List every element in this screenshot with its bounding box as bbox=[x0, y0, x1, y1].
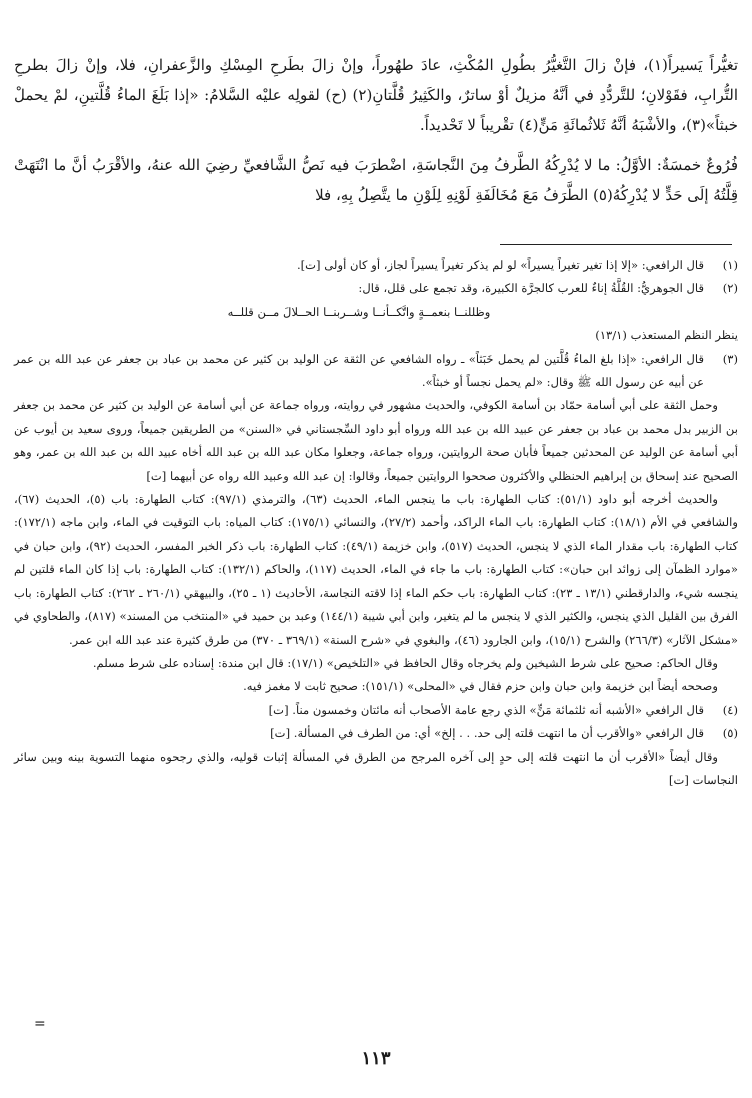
footnote-5 bbox=[14, 722, 738, 745]
footnotes bbox=[14, 254, 738, 792]
footnote-text: وحمل الثقة على أبي أسامة حمّاد بن أسامة الكوفي، والحديث مشهور في روايته، ورواه جماعة عن أبي أسامة عن الوليد بن كثير عن محمد بن جعفر بن الزبير بدل محمد بن عباد بن جعفر عن عبيد الله بن عبد الله ورواه أبو داود السِّجستاني في «السنن» من الطريقين جميعاً، وروى سعيد بن أيوب عن أبي أسامة عن الوليد عن المحدثين جميعاً فأبان صحة الروايتين، ورواه جماعة، وجعلوا مكان عبد الله بن عبد الله أخاه عبيد الله بن عبد الله بن عمر، وهو الصحيح عند إسحاق بن إبراهيم الحنظلي والأكثرون صححوا الروايتين جميعاً، وقالوا: إن عبد الله وعبيد الله رواه عن أبيهما [ت] bbox=[14, 398, 738, 483]
footnote-number: (٥) bbox=[722, 726, 738, 741]
footnote-2 bbox=[14, 277, 738, 324]
footnote-1 bbox=[14, 254, 738, 277]
footnote-text: قال الرافعي: «إذا بلغ الماءُ قُلَّتين لم يحمل خَبَثاً» ـ رواه الشافعي عن الثقة عن الوليد بن كثير عن محمد بن عباد بن جعفر عن عبد الله بن عمر عن أبيه عن رسول الله ﷺ وقال: «لم يحمل نجساً أو خبثاً». bbox=[14, 351, 704, 390]
footnote-number: (٤) bbox=[722, 702, 738, 717]
footnote-text: قال الرافعي «والأقرب أن ما انتهت قلته إلى حد. . . إلخ» أي: من الطرف في المسألة. [ت] bbox=[270, 726, 704, 741]
footnote-3 bbox=[14, 348, 738, 395]
main-text bbox=[14, 50, 738, 210]
footnote-number: (١) bbox=[722, 258, 738, 272]
footnote-text: قال الرافعي: «إلا إذا تغير تغيراً يسيراً» لو لم يذكر تغيراً يسيراً لجاز، أو كان أولى [ت]. bbox=[296, 258, 704, 272]
footnote-text: وقال أيضاً «الأقرب أن ما انتهت قلته إلى حدٍ إلى آخره المرجح من الطرق في المسألة إثبات قوليه، والذي رجحوه منهما التسوية بينه وبين سائر النجاسات [ت] bbox=[14, 749, 738, 787]
continuation-mark: = bbox=[34, 1016, 46, 1032]
footnote-text: وصححه أيضاً ابن خزيمة وابن حبان وابن حزم فقال في «المحلى» (١٥١/١): صحيح ثابت لا مغمز فيه. bbox=[243, 679, 718, 694]
footnote-body bbox=[14, 699, 704, 722]
main-paragraph: تغيُّراً يَسيراً(١)، فإنْ زالَ التَّغيُّرُ بطُولِ المُكْثِ، عادَ طهُوراً، وإنْ زالَ بطَرحِ المِسْكِ والزَّعفرانِ، فلا، وإنْ زالَ بطرحِ التُّرابِ، فقَوْلانِ؛ للتَّردُّدِ في أنَّهُ مزيلٌ أوْ ساترٌ، والكَثِيرُ قُلَّتانِ(٢) (ح) لقولِه عليْه السَّلامُ: «إذا بَلَغَ الماءُ قُلَّتينِ، لمْ يحملْ خبثاً»(٣)، والأشْبَهُ أنَّهُ ثَلاثُمائَةِ مَنٍّ(٤) تقْريباً لا تَحْديداً. bbox=[14, 56, 739, 134]
main-paragraph: فُرُوعٌ خمسَةٌ: الأوَّلُ: ما لا يُدْرِكُهُ الطَّرفُ مِنَ النَّجاسَةِ، اضْطرَبَ فيه نَصُّ الشَّافعيِّ رضِيَ الله عنهُ، والأقْرَبُ أنَّ ما انْتَهَتْ قِلَّتُهُ إلَى حَدٍّ لا يُدْرِكُهُ(٥) الطَّرَفُ مَعَ مُخَالَفَةِ لَوْنِهِ لِلَوْنِ ما يتَّصِلُ بِهِ، فلا bbox=[14, 156, 738, 204]
footnote-4 bbox=[14, 699, 738, 722]
footnote-text: قال الجوهريُّ: القُلَّةُ إناءٌ للعرب كالجرَّة الكبيرة، وقد تجمع على قلل، قال: bbox=[358, 281, 704, 296]
footnote-text: وقال الحاكم: صحيح على شرط الشيخين ولم يخرجاه وقال الحافظ في «التلخيص» (١٧/١): قال ابن مندة: إسناده على شرط مسلم. bbox=[92, 655, 718, 670]
page-number: ١١٣ bbox=[361, 1048, 391, 1069]
footnote-number: (٣) bbox=[722, 351, 738, 366]
poetry-verse: وظللنــا بنعمــةٍ واتَّكــأنــا وشــربنــا الحــلالَ مــن قللــه bbox=[227, 304, 491, 319]
footnote-body bbox=[14, 254, 704, 277]
footnote-body bbox=[14, 348, 704, 395]
footnote-text: والحديث أخرجه أبو داود (٥١/١): كتاب الطهارة: باب ما ينجس الماء، الحديث (٦٣)، والترمذي (٩٧/١): كتاب الطهارة: باب (٥)، الحديث (٦٧)، والشافعي في الأم (١٨/١): كتاب الطهارة: باب الماء الراكد، وأحمد (٢٧/٢)، والنسائي (١٧٥/١): كتاب المياه: باب التوقيت في الماء، وابن ماجه (١٧٢/١): كتاب الطهارة: باب مقدار الماء الذي لا ينجس، الحديث (٥١٧)، وابن خزيمة (٤٩/١): كتاب الطهارة: باب ذكر الخبر المفسر، الحديث (٩٢)، وابن حبان في «موارد الظمآن إلى زوائد ابن حبان»: كتاب الطهارة: باب ما جاء في الماء، الحديث (١١٧)، والحاكم (١٣٢/١): كتاب الطهارة: باب إذا كان الماء قلتين لم ينجسه شيء، والدارقطني (١٣/١ ـ ٢٣): كتاب الطهارة: باب حكم الماء إذا لاقته النجاسة، الأحاديث (١ ـ ٢٥)، والبيهقي (٢٦٠/١ ـ ٢٦٢): كتاب الطهارة: باب الفرق بين القليل الذي ينجس، والكثير الذي لا ينجس ما لم يتغير، وابن أبي شيبة (١٤٤/١) وعبد بن حميد في «المنتخب من المسند» (٨١٧)، والطحاوي في «مشكل الآثار» (٢٦٦/٣) والشرح (١٥/١)، وابن الجارود (٤٦)، والبغوي في «شرح السنة» (٣٦٩/١ ـ ٣٧٠) من طرق كثيرة عند عبد الله ابن عمر. bbox=[14, 492, 738, 647]
footnote-body bbox=[14, 722, 704, 745]
footnote-text: قال الرافعي «الأشبه أنه ثلثمائة مَنٍّ» الذي رجع عامة الأصحاب أنه مائتان وخمسون مناً. [ت] bbox=[268, 702, 704, 717]
footnote-reference: ينظر النظم المستعذب (١٣/١) bbox=[595, 328, 738, 343]
footnote-divider bbox=[500, 244, 732, 245]
footnote-body bbox=[14, 277, 704, 324]
footnote-number: (٢) bbox=[722, 281, 738, 296]
